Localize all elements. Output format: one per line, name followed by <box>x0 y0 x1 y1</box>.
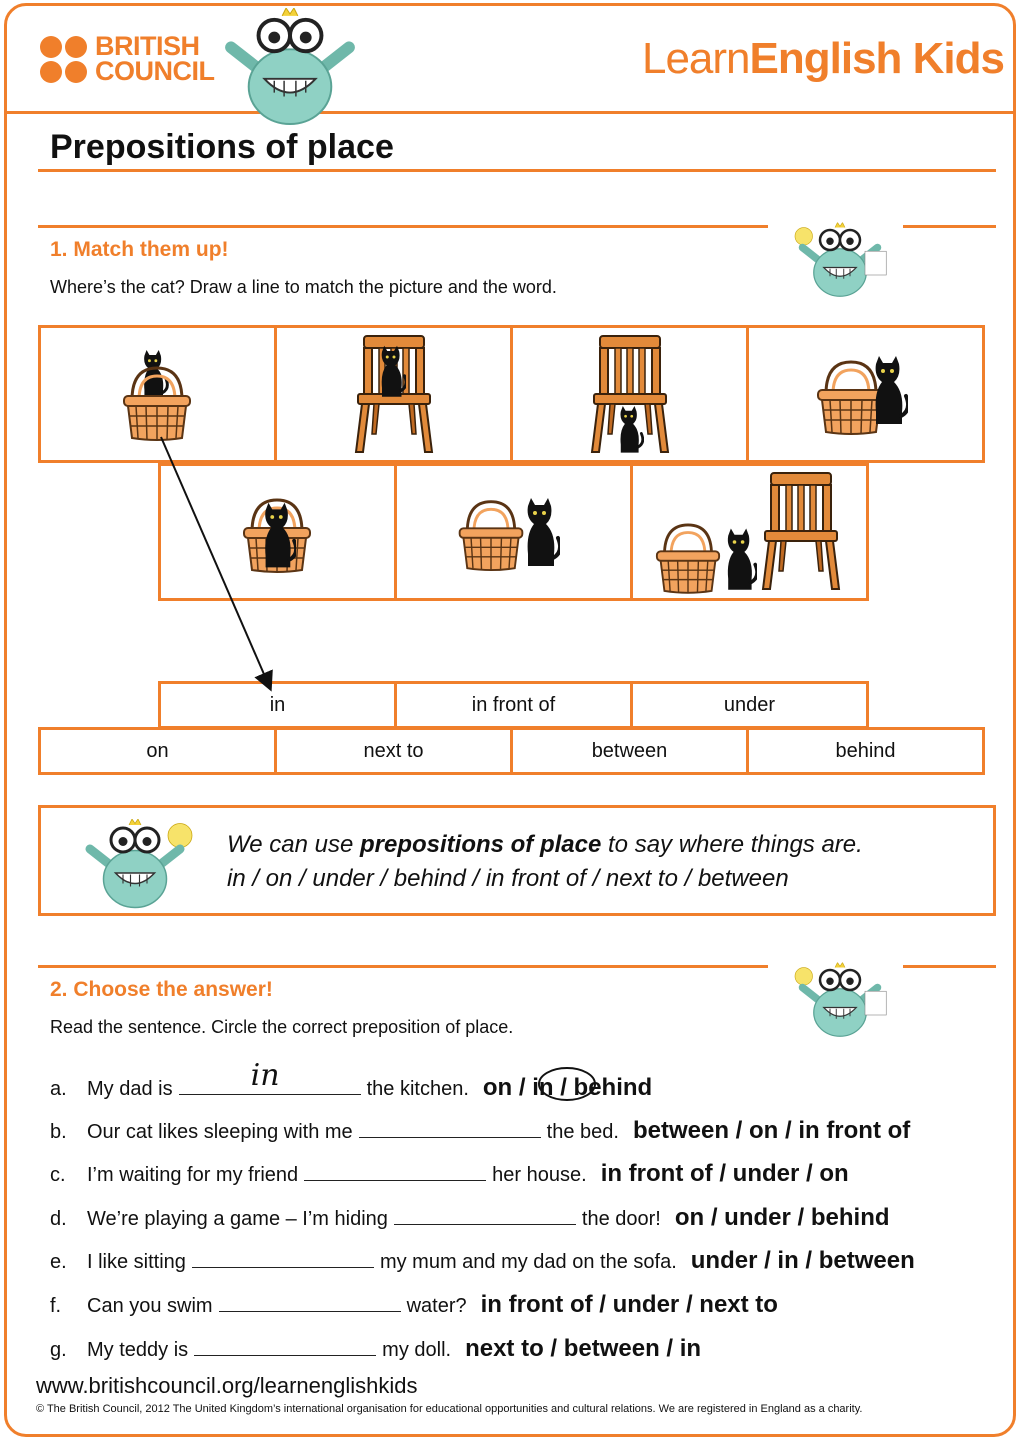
word-behind[interactable]: behind <box>746 727 985 775</box>
question-pre: We’re playing a game – I’m hiding <box>87 1208 388 1230</box>
question-pre: I’m waiting for my friend <box>87 1164 299 1186</box>
question-letter: f. <box>50 1295 62 1317</box>
question-e <box>50 1247 915 1275</box>
info-text <box>227 828 863 896</box>
word-row-top <box>158 681 866 729</box>
question-f <box>50 1291 778 1319</box>
question-letter: g. <box>50 1339 67 1361</box>
picture-row-bottom <box>158 463 866 601</box>
picture-cat-next-to-basket[interactable] <box>394 463 633 601</box>
answer-options[interactable]: next to / between / in <box>465 1335 702 1362</box>
answer-options[interactable]: on / under / behind <box>674 1204 890 1231</box>
section2-rule <box>38 965 768 968</box>
british-council-logo <box>40 31 215 86</box>
lek-kids: Kids <box>901 34 1004 83</box>
info-line2: in / on / under / behind / in front of / next to / between <box>227 865 789 892</box>
question-g <box>50 1335 701 1363</box>
learnenglish-kids-logo <box>642 34 1004 84</box>
question-pre: My dad is <box>87 1078 173 1100</box>
word-in-front-of[interactable]: in front of <box>394 681 633 729</box>
picture-cat-on-chair[interactable] <box>274 325 513 463</box>
word-next-to[interactable]: next to <box>274 727 513 775</box>
picture-cat-in-front-of-basket[interactable] <box>158 463 397 601</box>
mascot-header-icon <box>208 8 372 126</box>
footer-copyright: © The British Council, 2012 The United Kingdom’s international organisation for educational opportunities and cultural relations. We are registered in England as a charity. <box>36 1403 863 1415</box>
mascot-spotlight-icon <box>75 814 195 914</box>
bc-line1: BRITISH <box>95 31 200 61</box>
question-letter: d. <box>50 1208 67 1230</box>
question-d <box>50 1204 890 1232</box>
answer-options[interactable]: on / in / behind <box>482 1074 653 1101</box>
header-divider <box>7 111 1013 114</box>
question-post: my mum and my dad on the sofa. <box>379 1251 677 1273</box>
question-post: the kitchen. <box>366 1078 469 1100</box>
question-pre: My teddy is <box>87 1339 189 1361</box>
answer-options[interactable]: under / in / between <box>690 1247 915 1274</box>
word-row-bottom <box>38 727 982 775</box>
question-letter: b. <box>50 1121 67 1143</box>
answer-blank[interactable] <box>192 1249 374 1268</box>
word-on[interactable]: on <box>38 727 277 775</box>
question-b <box>50 1117 910 1145</box>
question-pre: I like sitting <box>87 1251 186 1273</box>
section2-instruction: Read the sentence. Circle the correct preposition of place. <box>50 1017 514 1037</box>
answer-options[interactable]: between / on / in front of <box>632 1117 911 1144</box>
answer-blank[interactable] <box>359 1119 541 1138</box>
british-council-dots-icon <box>40 36 87 83</box>
section1-heading: 1. Match them up! <box>50 238 229 261</box>
page-title: Prepositions of place <box>50 128 394 166</box>
word-between[interactable]: between <box>510 727 749 775</box>
picture-cat-under-chair[interactable] <box>510 325 749 463</box>
answer-blank[interactable] <box>394 1206 576 1225</box>
question-a <box>50 1058 653 1102</box>
picture-row-top <box>38 325 982 463</box>
answer-blank[interactable] <box>179 1058 361 1095</box>
info-box <box>38 805 996 916</box>
answer-blank[interactable] <box>219 1293 401 1312</box>
question-post: the bed. <box>546 1121 619 1143</box>
answer-blank[interactable] <box>194 1337 376 1356</box>
lek-learn: Learn <box>641 34 750 83</box>
section1-rule <box>38 225 768 228</box>
question-letter: c. <box>50 1164 66 1186</box>
question-letter: a. <box>50 1078 67 1100</box>
bc-line2: COUNCIL <box>95 56 215 86</box>
mascot-idea-icon-2 <box>790 952 890 1048</box>
question-post: my doll. <box>382 1339 452 1361</box>
answer-options[interactable]: in front of / under / on <box>600 1160 849 1187</box>
section2-rule-right <box>903 965 996 968</box>
info-line1-bold: prepositions of place <box>359 831 602 858</box>
question-letter: e. <box>50 1251 67 1273</box>
question-post: water? <box>406 1295 467 1317</box>
question-pre: Our cat likes sleeping with me <box>87 1121 353 1143</box>
lek-english: English <box>749 34 902 83</box>
info-line1-a: We can use <box>227 831 360 858</box>
question-post: the door! <box>581 1208 661 1230</box>
word-in[interactable]: in <box>158 681 397 729</box>
question-pre: Can you swim <box>87 1295 213 1317</box>
question-c <box>50 1160 849 1188</box>
footer-url[interactable]: www.britishcouncil.org/learnenglishkids <box>36 1373 418 1398</box>
handwritten-answer: in <box>250 1058 280 1093</box>
answer-blank[interactable] <box>304 1162 486 1181</box>
section1-rule-right <box>903 225 996 228</box>
question-post: her house. <box>492 1164 587 1186</box>
picture-cat-in-basket[interactable] <box>38 325 277 463</box>
answer-options[interactable]: in front of / under / next to <box>480 1291 778 1318</box>
section1-instruction: Where’s the cat? Draw a line to match the picture and the word. <box>50 277 557 297</box>
mascot-idea-icon <box>790 212 890 308</box>
section2-heading: 2. Choose the answer! <box>50 978 273 1001</box>
info-line1-c: to say where things are. <box>601 831 863 858</box>
word-under[interactable]: under <box>630 681 869 729</box>
title-divider <box>38 169 996 172</box>
picture-cat-between-basket-and-chair[interactable] <box>630 463 869 601</box>
picture-cat-on-basket[interactable] <box>746 325 985 463</box>
